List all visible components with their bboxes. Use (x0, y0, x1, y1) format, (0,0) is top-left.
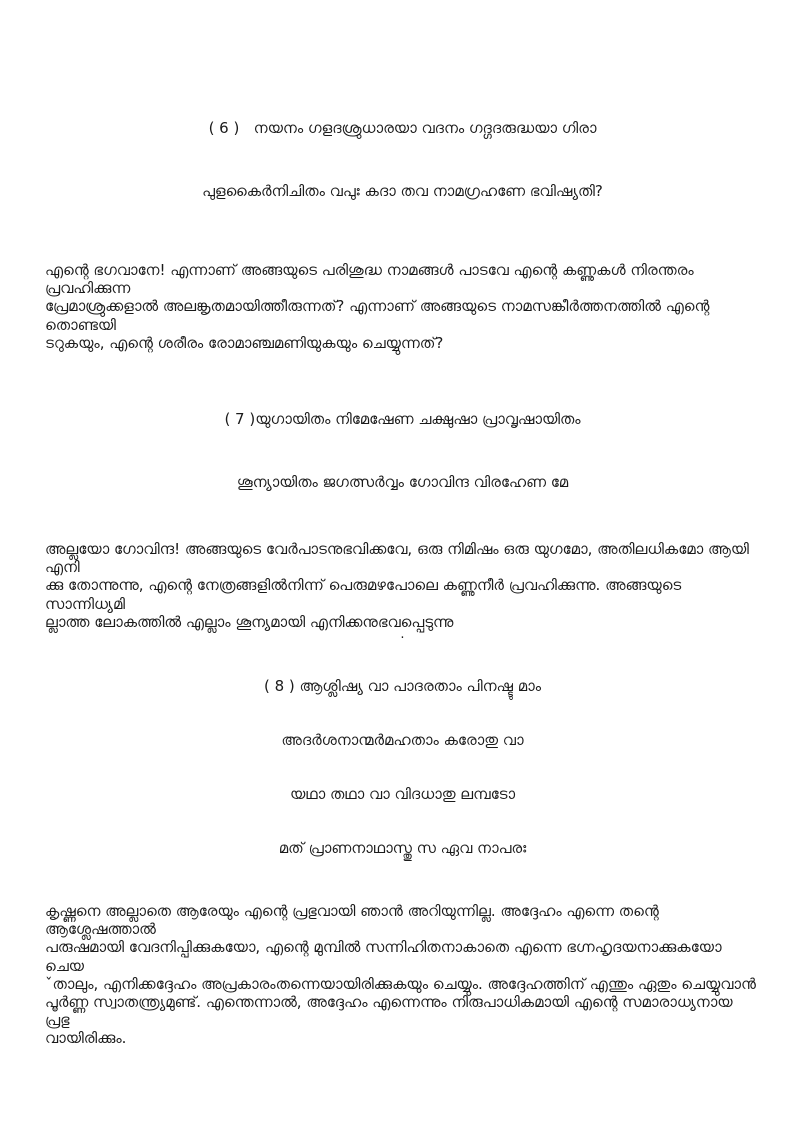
paragraph-line: കൃഷ്ണനെ അല്ലാതെ ആരേയും എന്റെ പ്രഭുവായി ഞാൻ അറിയുന്നില്ല. അദ്ദേഹം എന്നെ തന്റെ ആശ്ലേഷത്താൽ (45, 902, 664, 939)
verse-8-line-2: അദർശനാന്മർമഹതാം കരോതു വാ (281, 731, 524, 750)
verse-6-line-1: ( 6 ) നയനം ഗളദശ്രുധാരയാ വദനം ഗദ്ഗദരുദ്ധയാ ഗിരാ (208, 119, 597, 137)
paragraph-line: വായിരിക്കും. (45, 1029, 127, 1048)
verse-7 (45, 367, 760, 535)
verse-8 (45, 641, 760, 893)
paragraph-line: അല്ലയോ ഗോവിന്ദ! അങ്ങയുടെ വേർപാടനുഭവിക്കവേ, ഒരു നിമിഷം ഒരു യുഗമോ, അതിലധികമോ ആയി എനി (45, 540, 754, 577)
paragraph-line: എന്റെ ഭഗവാനേ! എന്നാണ് അങ്ങയുടെ പരിശുദ്ധ നാമങ്ങൾ പാടവേ എന്റെ കണ്ണുകൾ നിരന്തരം പ്രവഹിക്കുന്ന (45, 261, 699, 298)
paragraph-line: ടറുകയും, എന്റെ ശരീരം രോമാഞ്ചമണിയുകയും ചെയ്യുന്നത്? (45, 333, 444, 352)
paragraph-line: ˇതാലും, എനിക്കദ്ദേഹം അപ്രകാരംതന്നെയായിരിക്കുകയും ചെയ്യും. അദ്ദേഹത്തിന് എന്തും ഏതും ചെയ്യുവാൻ (45, 974, 756, 993)
paragraph-line: പരുഷമായി വേദനിപ്പിക്കുകയോ, എന്റെ മുമ്പിൽ സന്നിഹിതനാകാതെ എന്നെ ഭഗ്നഹൃദയനാക്കുകയോ ചെയ (45, 938, 727, 975)
verse-6-line-2: പുളകൈർനിചിതം വപുഃ കദാ തവ നാമഗ്രഹണേ ഭവിഷ്യതി? (202, 182, 603, 200)
paragraph-line: പൂർണ്ണ സ്വാതന്ത്ര്യമുണ്ട്. എന്തെന്നാൽ, അദ്ദേഹം എന്നെന്നും നിരുപാധികമായി എന്റെ സമാരാധ്യനായ പ്രഭു (45, 993, 738, 1030)
commentary-paragraph-1 (45, 261, 760, 352)
commentary-paragraph-2 (45, 540, 760, 631)
verse-7-line-1: ( 7 )യുഗായിതം നിമേഷേണ ചക്ഷുഷാ പ്രാവൃഷായിതം (224, 410, 581, 429)
paragraph-line: പ്രേമാശ്രുക്കളാൽ അലങ്കൃതമായിത്തീരുന്നത്? എന്നാണ് അങ്ങയുടെ നാമസങ്കീർത്തനത്തിൽ എന്റെ തൊണ്ടയി (45, 297, 715, 334)
text-column (45, 76, 760, 1048)
verse-8-line-3: യഥാ തഥാ വാ വിദധാതു ലമ്പടോ (289, 785, 516, 804)
commentary-paragraph-3 (45, 902, 760, 1048)
verse-7-line-2: ശൂന്യായിതം ജഗത്സർവ്വം ഗോവിന്ദ വിരഹേണ മേ (236, 473, 569, 492)
verse-8-line-4: മത് പ്രാണനാഥാസ്തു സ ഏവ നാപരഃ (278, 839, 527, 858)
verse-6 (45, 76, 760, 244)
paragraph-line: ല്ലാത്ത ലോകത്തിൽ എല്ലാം ശൂന്യമായി എനിക്കനുഭവപ്പെടുന്നു (45, 612, 454, 631)
stray-dot: . (400, 627, 405, 643)
verse-8-line-1: ( 8 ) ആശ്ലിഷ്യ വാ പാദരതാം പിനഷ്ടു മാം (263, 677, 542, 696)
paragraph-line: ക്കു തോന്നുന്നു, എന്റെ നേത്രങ്ങളിൽനിന്ന് പെരുമഴപോലെ കണ്ണുനീർ പ്രവഹിക്കുന്നു. അങ്ങയുടെ സാന്നിധ്യമി (45, 576, 687, 613)
